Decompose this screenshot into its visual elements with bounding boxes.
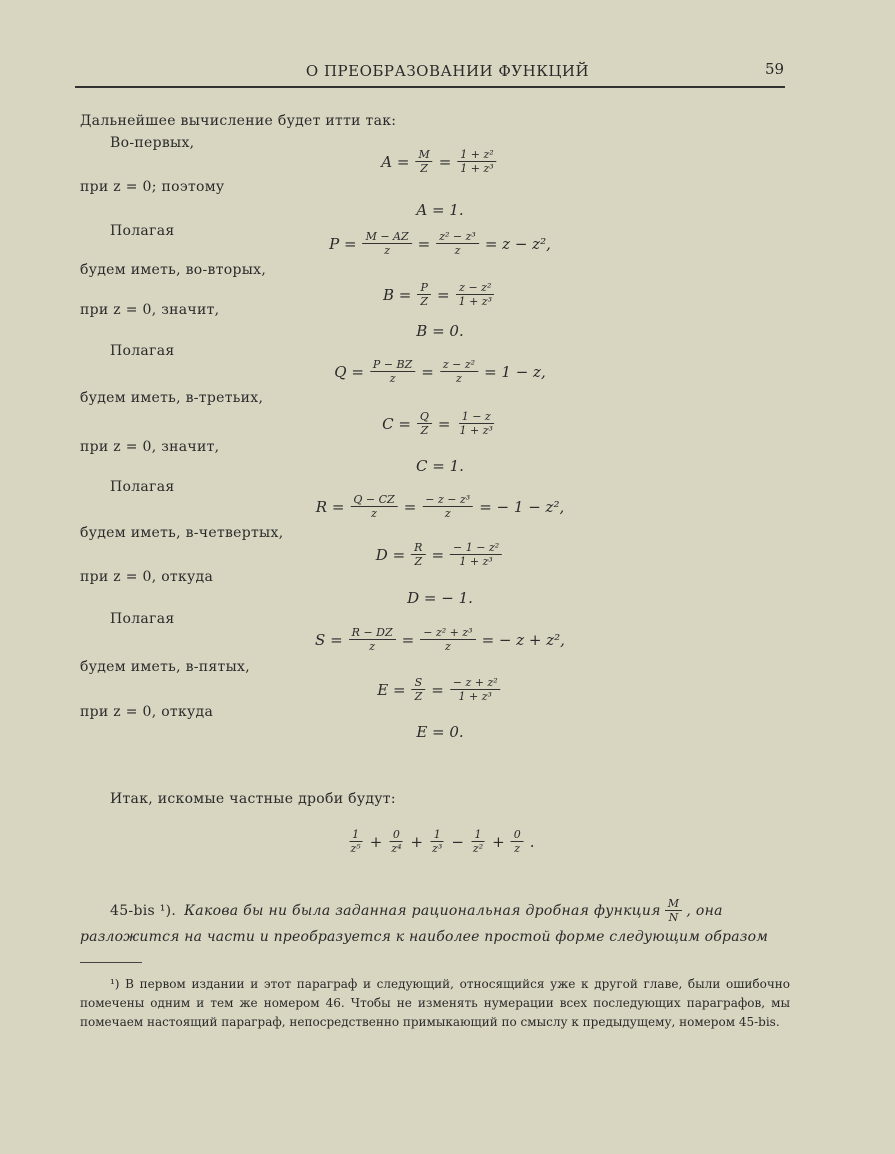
equation bbox=[381, 281, 499, 308]
numerator: 0 bbox=[511, 828, 524, 842]
fraction bbox=[420, 626, 475, 653]
fraction bbox=[457, 410, 496, 437]
equation bbox=[414, 457, 466, 475]
fraction bbox=[411, 541, 425, 568]
numerator: − z − z³ bbox=[422, 493, 473, 507]
fraction bbox=[370, 358, 415, 385]
denominator: 1 + z³ bbox=[458, 295, 493, 308]
denominator: 1 + z³ bbox=[459, 555, 493, 568]
denominator: 1 + z³ bbox=[460, 162, 494, 175]
denominator: Z bbox=[420, 424, 429, 437]
fraction bbox=[457, 148, 496, 175]
denominator: z⁴ bbox=[391, 842, 402, 855]
section-text: Какова бы ни была заданная рациональная дробная функция bbox=[184, 902, 661, 919]
fraction-m-over-n bbox=[665, 897, 683, 924]
equation bbox=[405, 589, 475, 607]
equation-term: + bbox=[492, 832, 505, 851]
denominator: z bbox=[444, 507, 451, 520]
running-header: О ПРЕОБРАЗОВАНИИ ФУНКЦИЙ bbox=[305, 62, 590, 80]
text-line: Полагая bbox=[110, 223, 175, 239]
text-line: будем иметь, во-вторых, bbox=[80, 262, 267, 278]
equation-term: D = − 1. bbox=[407, 589, 473, 607]
fraction bbox=[350, 493, 397, 520]
numerator: Q bbox=[417, 410, 432, 424]
fraction bbox=[412, 676, 426, 703]
fraction bbox=[417, 410, 432, 437]
section-text-line2: разложится на части и преобразуется к наиболее простой форме следующим образом bbox=[80, 929, 769, 945]
equation-term: = bbox=[431, 545, 445, 564]
fraction bbox=[349, 626, 396, 653]
text-line: при z = 0, откуда bbox=[80, 704, 214, 720]
numerator: z − z² bbox=[456, 281, 494, 295]
denominator: z bbox=[371, 507, 377, 520]
denominator: z bbox=[454, 244, 461, 257]
fraction bbox=[422, 493, 473, 520]
equation-term: = − 1 − z², bbox=[479, 497, 565, 516]
equation-term: R = bbox=[315, 497, 345, 516]
equation-term: P = bbox=[329, 234, 357, 253]
equation bbox=[414, 201, 465, 219]
equation-term: = bbox=[421, 362, 434, 381]
equation bbox=[380, 410, 500, 437]
page-number: 59 bbox=[765, 60, 785, 78]
equation bbox=[327, 230, 553, 257]
text-line: при z = 0, значит, bbox=[80, 302, 220, 318]
equation-term: = bbox=[438, 152, 452, 171]
text-line: при z = 0; поэтому bbox=[80, 179, 225, 195]
equation-term: C = bbox=[382, 414, 411, 433]
text-line: Во-первых, bbox=[110, 135, 195, 151]
equation-term: D = bbox=[375, 545, 406, 564]
numerator: 1 + z² bbox=[457, 148, 496, 162]
equation bbox=[375, 676, 504, 703]
equation-term: − bbox=[451, 832, 464, 851]
footnote: ¹) В первом издании и этот параграф и следующий, относящийся уже к другой главе, были ошибочно помечены одним и тем же номером 46. Чтобы не изменять нумерации всех последующих параграфов, мы помечаем настоящий параграф, непосредственно примыкающий по смыслу к предыдущему, номером 45-bis. bbox=[80, 977, 790, 1029]
denominator: z bbox=[514, 842, 521, 855]
numerator: 1 bbox=[431, 828, 444, 842]
equation bbox=[314, 493, 566, 520]
equation-term: . bbox=[529, 832, 535, 851]
fraction bbox=[440, 358, 478, 385]
equation-term: = bbox=[437, 285, 450, 304]
numerator: z − z² bbox=[440, 358, 478, 372]
equation bbox=[379, 148, 500, 175]
equation bbox=[374, 541, 506, 568]
fraction bbox=[348, 828, 364, 855]
numerator: R − DZ bbox=[349, 626, 396, 640]
fraction bbox=[470, 828, 486, 855]
numerator: R bbox=[411, 541, 425, 555]
equation bbox=[414, 723, 465, 741]
numerator: − z + z² bbox=[450, 676, 501, 690]
numerator: 1 − z bbox=[459, 410, 494, 424]
fraction bbox=[429, 828, 445, 855]
fraction bbox=[415, 148, 432, 175]
section-text-end: , она bbox=[686, 902, 723, 919]
equation-term: = bbox=[431, 680, 444, 699]
numerator: Q − CZ bbox=[350, 493, 397, 507]
numerator: 1 bbox=[349, 828, 362, 842]
denominator: z³ bbox=[432, 842, 443, 855]
text-line: будем иметь, в-третьих, bbox=[80, 390, 264, 406]
equation-term: A = 1. bbox=[416, 201, 464, 219]
numerator: 0 bbox=[390, 828, 403, 842]
denominator: Z bbox=[414, 690, 423, 703]
denominator: 1 + z³ bbox=[458, 690, 492, 703]
equation-term: B = 0. bbox=[416, 322, 464, 340]
equation-term: + bbox=[369, 832, 383, 851]
text-line: будем иметь, в-четвертых, bbox=[80, 525, 284, 541]
denominator: N bbox=[668, 911, 679, 924]
numerator: P bbox=[417, 281, 430, 295]
equation bbox=[344, 828, 537, 855]
numerator: M bbox=[415, 148, 432, 162]
equation bbox=[414, 322, 465, 340]
numerator: − 1 − z² bbox=[450, 541, 502, 555]
text-line: Дальнейшее вычисление будет итти так: bbox=[80, 113, 397, 129]
text-line: Полагая bbox=[110, 611, 175, 627]
equation-term: E = bbox=[377, 680, 406, 699]
denominator: Z bbox=[414, 555, 423, 568]
numerator: M − AZ bbox=[363, 230, 412, 244]
numerator: S bbox=[412, 676, 426, 690]
footnote-rule bbox=[80, 962, 142, 963]
equation-term: = − z + z², bbox=[481, 630, 565, 649]
fraction bbox=[388, 828, 404, 855]
denominator: z bbox=[384, 244, 390, 257]
equation bbox=[332, 358, 547, 385]
denominator: z bbox=[369, 640, 376, 653]
equation-term: = bbox=[417, 234, 431, 253]
section-number: 45-bis ¹). bbox=[110, 902, 177, 919]
text-line: будем иметь, в-пятых, bbox=[80, 659, 250, 675]
denominator: Z bbox=[420, 295, 429, 308]
text-line: Итак, искомые частные дроби будут: bbox=[110, 791, 396, 807]
section-45bis-line1 bbox=[110, 897, 723, 924]
denominator: z⁵ bbox=[350, 842, 361, 855]
denominator: Z bbox=[420, 162, 428, 175]
equation-term: C = 1. bbox=[416, 457, 464, 475]
fraction bbox=[456, 281, 495, 308]
equation bbox=[313, 626, 567, 653]
text-line: Полагая bbox=[110, 479, 175, 495]
equation-term: Q = bbox=[334, 362, 364, 381]
fraction bbox=[450, 676, 501, 703]
denominator: z bbox=[444, 640, 451, 653]
numerator: − z² + z³ bbox=[420, 626, 475, 640]
denominator: 1 + z³ bbox=[459, 424, 493, 437]
equation-term: = 1 − z, bbox=[484, 362, 546, 381]
fraction bbox=[417, 281, 431, 308]
text-line: при z = 0, значит, bbox=[80, 439, 220, 455]
denominator: z bbox=[389, 372, 396, 385]
numerator: z² − z³ bbox=[436, 230, 479, 244]
fraction bbox=[436, 230, 479, 257]
equation-term: A = bbox=[381, 152, 410, 171]
equation-term: = bbox=[437, 414, 451, 433]
equation-term: + bbox=[410, 832, 424, 851]
equation-term: = z − z², bbox=[484, 234, 551, 253]
text-line: при z = 0, откуда bbox=[80, 569, 214, 585]
equation-term: = bbox=[401, 630, 415, 649]
text-line: Полагая bbox=[110, 343, 175, 359]
equation-term: E = 0. bbox=[416, 723, 464, 741]
fraction bbox=[511, 828, 524, 855]
header-rule bbox=[75, 86, 785, 88]
numerator: 1 bbox=[472, 828, 485, 842]
denominator: z bbox=[456, 372, 462, 385]
equation-term: B = bbox=[382, 285, 412, 304]
numerator: P − BZ bbox=[370, 358, 415, 372]
numerator: M bbox=[665, 897, 683, 911]
fraction bbox=[450, 541, 502, 568]
fraction bbox=[363, 230, 412, 257]
equation-term: S = bbox=[315, 630, 343, 649]
denominator: z² bbox=[472, 842, 484, 855]
equation-term: = bbox=[403, 497, 417, 516]
